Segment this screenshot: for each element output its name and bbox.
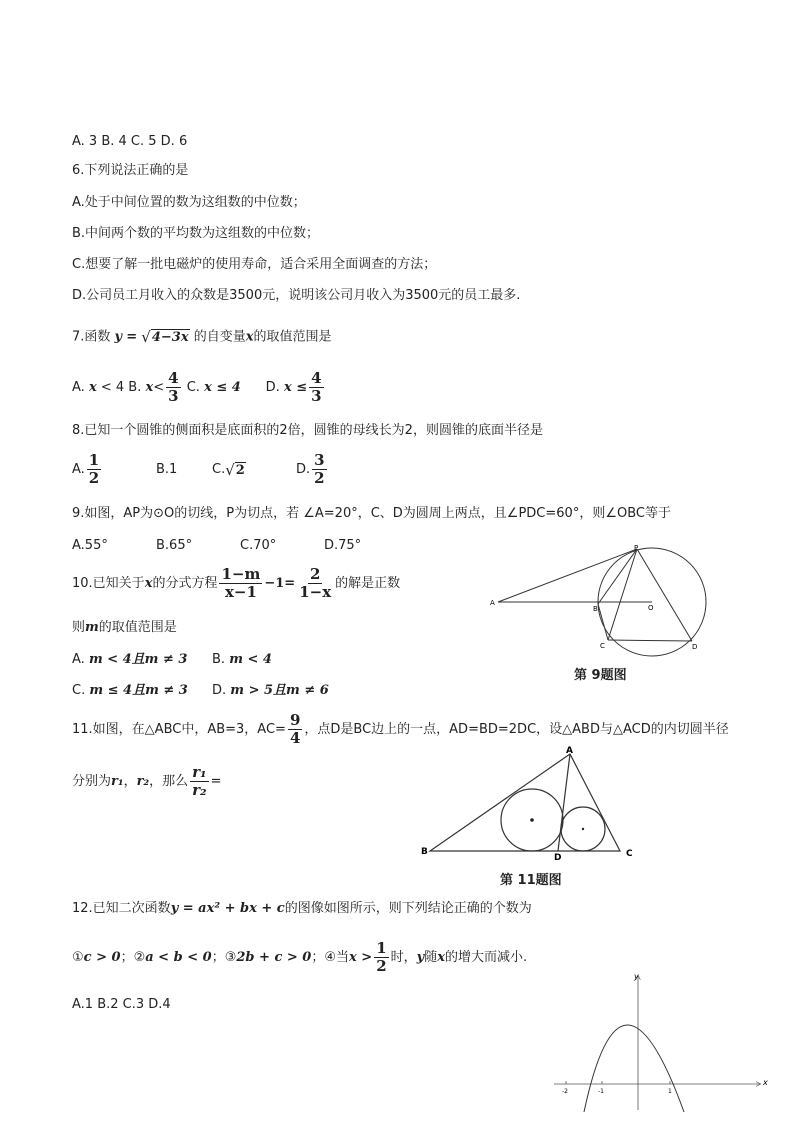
q12-stem: 12.已知二次函数y = ax² + bx + c的图像如图所示，则下列结论正确的个数为	[72, 901, 532, 916]
q9-label-b: B	[593, 605, 598, 613]
q12-options: A.1 B.2 C.3 D.4	[72, 997, 171, 1012]
q7-stem: 7.函数 y = √ 4−3x 的自变量x的取值范围是	[72, 328, 332, 346]
q9-chord-pd	[637, 549, 692, 641]
q9-chord-cd	[608, 640, 692, 641]
q8-a-frac: $\frac{1}{2}$	[88, 451, 100, 487]
q7-d-frac: $\frac{4}{3}$	[311, 369, 322, 405]
q10-stem: 10.已知关于x的分式方程 $\frac{1-m}{x-1}$ −1= $\frac{2}{1-x}$ 的解是正数	[72, 565, 401, 601]
q10-lhs-frac: $\frac{1-m}{x-1}$	[221, 565, 261, 601]
q9-caption: 第 9题图	[574, 668, 627, 683]
q11-segment-ad	[558, 754, 570, 851]
q12-tick-label-neg1: -1	[598, 1088, 604, 1095]
q8-options: A. $\frac{1}{2}$ B.1 C. √ 2 D. $\frac{3}{2}$	[72, 451, 325, 487]
q9-label-a: A	[490, 599, 495, 607]
q12-tick-label-1: 1	[668, 1088, 672, 1095]
q11-caption: 第 11题图	[500, 873, 562, 888]
q10-options-ab: A. m < 4且m ≠ 3 B. m < 4	[72, 652, 272, 667]
q9-chord-bc	[598, 604, 608, 640]
q9-figure	[486, 544, 716, 664]
q11-ratio-frac: $\frac{\text{r₁}}{\text{r₂}}$	[192, 763, 207, 799]
q9-label-p: P	[634, 544, 639, 552]
q12-x-label: x	[763, 1078, 768, 1087]
q7-sqrt: √ 4−3x	[141, 328, 189, 346]
q12-y-label: y	[634, 972, 639, 981]
q12-half-frac: $\frac{1}{2}$	[376, 939, 387, 975]
q9-label-c: C	[600, 642, 605, 650]
q11-center-2	[582, 828, 584, 830]
q10-options-cd: C. m ≤ 4且m ≠ 3 D. m > 5且m ≠ 6	[72, 683, 329, 698]
q7-b-frac: $\frac{4}{3}$	[168, 369, 179, 405]
q11-label-c: C	[626, 849, 633, 859]
q9-label-d: D	[692, 643, 698, 651]
q6-option-d: D.公司员工月收入的众数是3500元，说明该公司月收入为3500元的员工最多.	[72, 288, 521, 303]
q9-tangent-ap	[498, 549, 637, 602]
q12-tick-label-neg2: -2	[562, 1088, 568, 1095]
q5-options: A. 3 B. 4 C. 5 D. 6	[72, 134, 188, 149]
q11-stem: 11.如图，在△ABC中，AB=3，AC= $\frac{9}{4}$ ，点D是BC边上的一点，AD=BD=2DC，设△ABD与△ACD的内切圆半径	[72, 711, 729, 747]
q6-option-b: B.中间两个数的平均数为这组数的中位数；	[72, 226, 320, 241]
q11-ac-frac: $\frac{9}{4}$	[289, 711, 301, 747]
q11-line2: 分别为r₁，r₂，那么 $\frac{\text{r₁}}{\text{r₂}}$ =	[72, 763, 222, 799]
q11-center-1	[530, 818, 534, 822]
q8-stem: 8.已知一个圆锥的侧面积是底面积的2倍，圆锥的母线长为2，则圆锥的底面半径是	[72, 423, 543, 438]
q10-line2: 则m的取值范围是	[72, 620, 177, 635]
q6-option-a: A.处于中间位置的数为这组数的中位数；	[72, 195, 306, 210]
q11-triangle	[430, 754, 620, 851]
q11-label-a: A	[566, 746, 573, 756]
q12-parabola	[584, 1025, 684, 1112]
q6-option-c: C.想要了解一批电磁炉的使用寿命，适合采用全面调查的方法；	[72, 257, 437, 272]
q8-d-frac: $\frac{3}{2}$	[314, 451, 325, 487]
q12-graph	[554, 966, 774, 1112]
q9-chord-pc	[608, 549, 637, 640]
q8-c-sqrt: √ 2	[225, 460, 245, 479]
q12-conclusions: ①c > 0；②a < b < 0；③2b + c > 0；④当x > $\frac{1}{2}$ 时，y随x的增大而减小.	[72, 939, 528, 975]
q7-options: A. x < 4 B. x< $\frac{4}{3}$ C. x ≤ 4 D. x ≤ $\frac{4}{3}$	[72, 369, 322, 405]
q11-label-d: D	[554, 853, 562, 862]
q9-stem: 9.如图，AP为⊙O的切线，P为切点，若 ∠A=20°，C、D为圆周上两点，且∠PDC=60°，则∠OBC等于	[72, 506, 671, 521]
q10-rhs-frac: $\frac{2}{1-x}$	[299, 565, 332, 601]
q9-label-o: O	[648, 604, 654, 612]
q11-label-b: B	[421, 847, 428, 857]
q11-figure	[420, 744, 640, 862]
q6-stem: 6.下列说法正确的是	[72, 163, 189, 178]
q9-options: A.55° B.65° C.70° D.75°	[72, 538, 362, 553]
